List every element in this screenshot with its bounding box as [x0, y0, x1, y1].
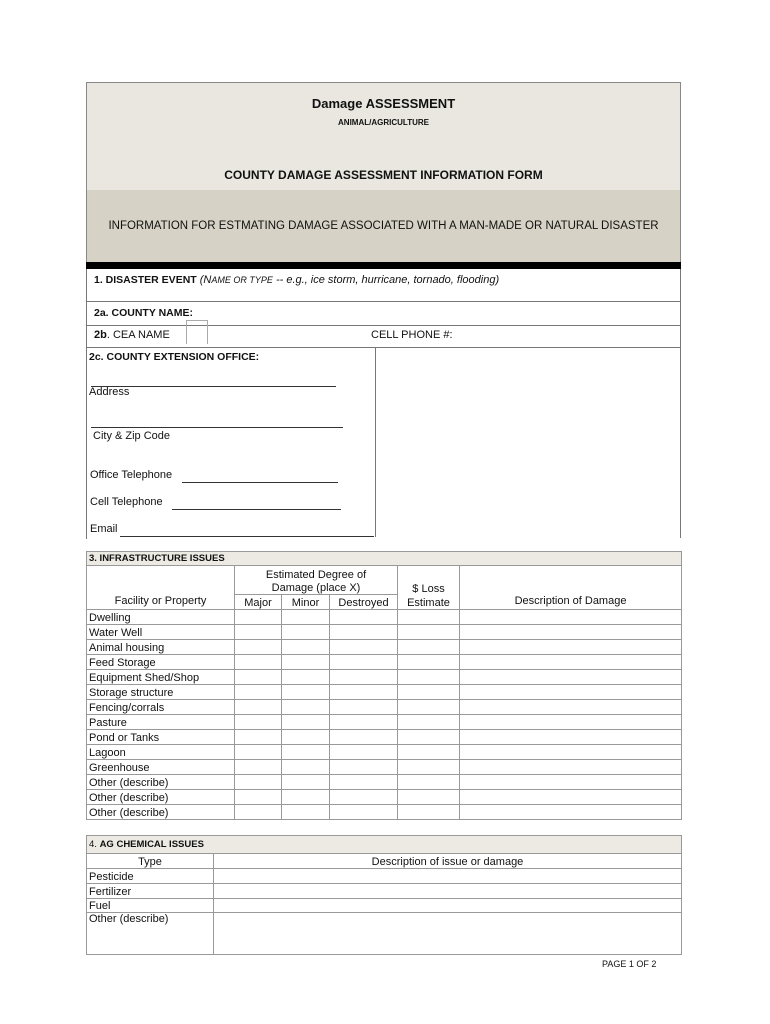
table-row [87, 790, 682, 805]
destroyed-cell[interactable] [330, 685, 398, 700]
minor-cell[interactable] [282, 715, 330, 730]
table-row [87, 775, 682, 790]
col-major: Major [235, 595, 282, 610]
description-cell[interactable] [460, 760, 682, 775]
disaster-event-field[interactable] [94, 274, 499, 286]
minor-cell[interactable] [282, 640, 330, 655]
page-number: PAGE 1 OF 2 [602, 959, 657, 969]
email-label: Email [90, 523, 118, 535]
minor-cell[interactable] [282, 700, 330, 715]
description-cell[interactable] [460, 715, 682, 730]
description-cell[interactable] [460, 670, 682, 685]
destroyed-cell[interactable] [330, 700, 398, 715]
row-label: Fuel [87, 899, 214, 913]
email-blank[interactable] [120, 536, 374, 537]
row-label: Water Well [87, 625, 235, 640]
table-row [87, 610, 682, 625]
form-name: COUNTY DAMAGE ASSESSMENT INFORMATION FORM [224, 168, 543, 182]
col-degree-2: Damage (place X) [235, 581, 398, 595]
major-cell[interactable] [235, 685, 282, 700]
table-row [87, 685, 682, 700]
description-cell[interactable] [460, 745, 682, 760]
row-label: Other (describe) [87, 913, 214, 955]
description-cell[interactable] [214, 913, 682, 955]
row-label: Equipment Shed/Shop [87, 670, 235, 685]
col-degree-1: Estimated Degree of [235, 566, 398, 581]
row-label: Pond or Tanks [87, 730, 235, 745]
minor-cell[interactable] [282, 805, 330, 820]
cell-telephone-label: Cell Telephone [90, 496, 163, 508]
cell-telephone-blank[interactable] [172, 509, 341, 510]
table-row [87, 869, 682, 884]
description-cell[interactable] [460, 700, 682, 715]
office-telephone-label: Office Telephone [90, 469, 173, 481]
minor-cell[interactable] [282, 730, 330, 745]
ag-chemical-table [86, 835, 682, 955]
city-zip-label: City & Zip Code [93, 430, 171, 442]
col-loss-spacer [398, 566, 460, 581]
description-cell[interactable] [460, 640, 682, 655]
table-row [87, 760, 682, 775]
description-cell[interactable] [214, 899, 682, 913]
minor-cell[interactable] [282, 625, 330, 640]
description-cell[interactable] [460, 730, 682, 745]
minor-cell[interactable] [282, 775, 330, 790]
row-label: Fencing/corrals [87, 700, 235, 715]
row-label: Pesticide [87, 869, 214, 884]
row-label: Greenhouse [87, 760, 235, 775]
loss-cell[interactable] [398, 625, 460, 640]
form-title: Damage ASSESSMENT [311, 96, 456, 111]
loss-cell[interactable] [398, 760, 460, 775]
destroyed-cell[interactable] [330, 610, 398, 625]
table-row [87, 913, 682, 955]
minor-cell[interactable] [282, 760, 330, 775]
col-loss-2: Estimate [398, 595, 460, 610]
minor-cell[interactable] [282, 610, 330, 625]
divider [86, 347, 681, 348]
table-row [87, 700, 682, 715]
col-facility: Facility or Property [87, 566, 235, 610]
ag-chemical-title: 4. AG CHEMICAL ISSUES [87, 836, 682, 854]
major-cell[interactable] [235, 670, 282, 685]
description-cell[interactable] [460, 775, 682, 790]
table-row [87, 805, 682, 820]
description-cell[interactable] [460, 805, 682, 820]
major-cell[interactable] [235, 655, 282, 670]
office-box-right-border [375, 347, 376, 537]
minor-cell[interactable] [282, 745, 330, 760]
loss-cell[interactable] [398, 655, 460, 670]
destroyed-cell[interactable] [330, 790, 398, 805]
divider [86, 325, 681, 326]
cea-name-box [186, 320, 208, 344]
row-label: Other (describe) [87, 775, 235, 790]
destroyed-cell[interactable] [330, 715, 398, 730]
header-divider-bar [86, 262, 681, 269]
destroyed-cell[interactable] [330, 805, 398, 820]
row-label: Animal housing [87, 640, 235, 655]
col-destroyed: Destroyed [330, 595, 398, 610]
county-name-field[interactable]: 2a. COUNTY NAME: [94, 307, 193, 319]
col-type: Type [87, 854, 214, 869]
loss-cell[interactable] [398, 715, 460, 730]
major-cell[interactable] [235, 745, 282, 760]
loss-cell[interactable] [398, 805, 460, 820]
major-cell[interactable] [235, 640, 282, 655]
row-label: Lagoon [87, 745, 235, 760]
loss-cell[interactable] [398, 610, 460, 625]
minor-cell[interactable] [282, 655, 330, 670]
minor-cell[interactable] [282, 685, 330, 700]
description-cell[interactable] [460, 625, 682, 640]
destroyed-cell[interactable] [330, 745, 398, 760]
loss-cell[interactable] [398, 685, 460, 700]
table-row [87, 640, 682, 655]
description-cell[interactable] [214, 884, 682, 899]
description-cell[interactable] [214, 869, 682, 884]
col-minor: Minor [282, 595, 330, 610]
table-row [87, 745, 682, 760]
major-cell[interactable] [235, 715, 282, 730]
row-label: Storage structure [87, 685, 235, 700]
row-label: Other (describe) [87, 805, 235, 820]
major-cell[interactable] [235, 805, 282, 820]
destroyed-cell[interactable] [330, 760, 398, 775]
loss-cell[interactable] [398, 775, 460, 790]
major-cell[interactable] [235, 790, 282, 805]
row-label: Fertilizer [87, 884, 214, 899]
loss-cell[interactable] [398, 640, 460, 655]
major-cell[interactable] [235, 730, 282, 745]
right-border [680, 269, 681, 538]
table-row [87, 899, 682, 913]
disaster-event-hint: (NAME OR TYPE -- e.g., ice storm, hurricane, tornado, flooding) [199, 274, 500, 286]
destroyed-cell[interactable] [330, 655, 398, 670]
major-cell[interactable] [235, 775, 282, 790]
destroyed-cell[interactable] [330, 775, 398, 790]
col-description: Description of Damage [460, 566, 682, 610]
cea-name-field[interactable]: 2b. CEA NAME [94, 329, 170, 341]
form-info-line: INFORMATION FOR ESTMATING DAMAGE ASSOCIATED WITH A MAN-MADE OR NATURAL DISASTER [108, 220, 659, 232]
minor-cell[interactable] [282, 670, 330, 685]
loss-cell[interactable] [398, 700, 460, 715]
table-row [87, 884, 682, 899]
destroyed-cell[interactable] [330, 625, 398, 640]
form-subtitle: ANIMAL/AGRICULTURE [338, 118, 429, 127]
table-row [87, 625, 682, 640]
description-cell[interactable] [460, 610, 682, 625]
col-loss-1: $ Loss [398, 581, 460, 595]
row-label: Pasture [87, 715, 235, 730]
table-row [87, 655, 682, 670]
description-cell[interactable] [460, 790, 682, 805]
infrastructure-table [86, 551, 682, 820]
destroyed-cell[interactable] [330, 640, 398, 655]
major-cell[interactable] [235, 700, 282, 715]
cell-phone-field[interactable]: CELL PHONE #: [371, 329, 453, 341]
address-label: Address [89, 386, 130, 398]
major-cell[interactable] [235, 610, 282, 625]
row-label: Feed Storage [87, 655, 235, 670]
left-border [86, 269, 87, 539]
divider [86, 301, 681, 302]
destroyed-cell[interactable] [330, 730, 398, 745]
row-label: Other (describe) [87, 790, 235, 805]
minor-cell[interactable] [282, 790, 330, 805]
loss-cell[interactable] [398, 745, 460, 760]
office-telephone-blank[interactable] [182, 482, 338, 483]
destroyed-cell[interactable] [330, 670, 398, 685]
table-row [87, 715, 682, 730]
loss-cell[interactable] [398, 790, 460, 805]
description-cell[interactable] [460, 655, 682, 670]
disaster-event-label: 1. DISASTER EVENT [94, 274, 197, 286]
extension-office-label: 2c. COUNTY EXTENSION OFFICE: [89, 351, 260, 363]
major-cell[interactable] [235, 760, 282, 775]
row-label: Dwelling [87, 610, 235, 625]
table-row [87, 730, 682, 745]
col-issue-description: Description of issue or damage [214, 854, 682, 869]
table-row [87, 670, 682, 685]
loss-cell[interactable] [398, 730, 460, 745]
infrastructure-title: 3. INFRASTRUCTURE ISSUES [87, 552, 682, 566]
loss-cell[interactable] [398, 670, 460, 685]
city-zip-blank[interactable] [91, 427, 343, 428]
major-cell[interactable] [235, 625, 282, 640]
description-cell[interactable] [460, 685, 682, 700]
